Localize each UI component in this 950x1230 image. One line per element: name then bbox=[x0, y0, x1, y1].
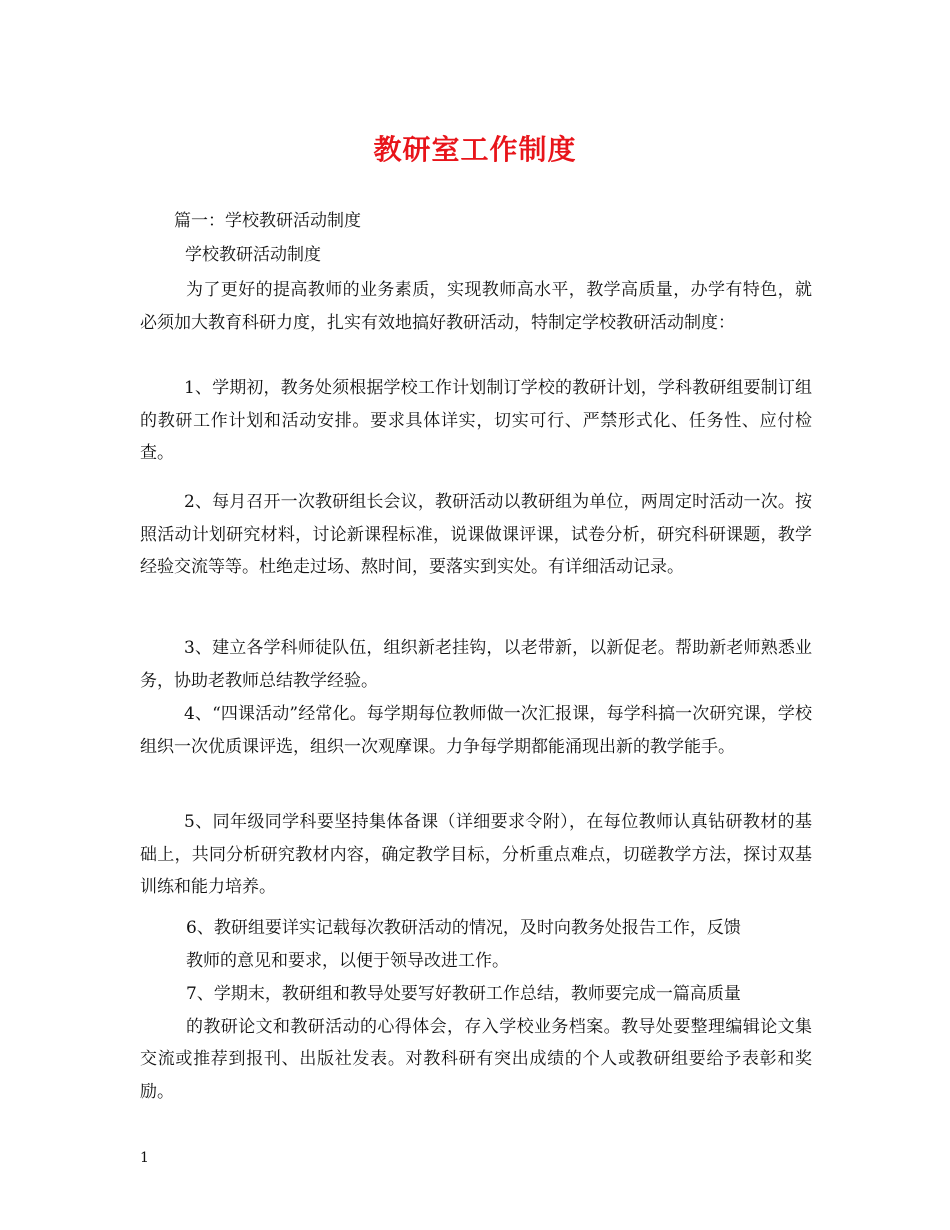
rules-list-2 bbox=[140, 486, 812, 584]
section-heading: 篇一：学校教研活动制度 bbox=[174, 211, 361, 231]
rules-list-6 bbox=[140, 912, 812, 977]
rule-item-5: 5、同年级同学科要坚持集体备课（详细要求令附），在每位教师认真钻研教材的基础上，共同分析研究教材内容，确定教学目标，分析重点难点，切磋教学方法，探讨双基训练和能力培养。 bbox=[140, 812, 812, 897]
rule-item-6-line2: 教师的意见和要求，以便于领导改进工作。 bbox=[186, 950, 509, 971]
document-title: 教研室工作制度 bbox=[373, 133, 577, 166]
rule-item-7-line1: 7、学期末，教研组和教导处要写好教研工作总结，教师要完成一篇高质量 bbox=[186, 984, 741, 1004]
rules-list-4 bbox=[140, 698, 812, 763]
rule-item-2: 2、每月召开一次教研组长会议，教研活动以教研组为单位，两周定时活动一次。按照活动计划研究材料，讨论新课程标准，说课做课评课，试卷分析，研究科研课题，教学经验交流等等。杜绝走过场、熬时间，要落实到实处。有详细活动记录。 bbox=[140, 492, 812, 577]
rule-item-6-line1: 6、教研组要详实记载每次教研活动的情况，及时向教务处报告工作，反馈 bbox=[186, 918, 741, 938]
intro-paragraph: 为了更好的提高教师的业务素质，实现教师高水平，教学高质量，办学有特色，就必须加大教育科研力度，扎实有效地搞好教研活动，特制定学校教研活动制度： bbox=[140, 280, 812, 333]
rules-list-5 bbox=[140, 806, 812, 904]
sub-heading: 学校教研活动制度 bbox=[185, 245, 321, 265]
rule-item-1: 1、学期初，教务处须根据学校工作计划制订学校的教研计划，学科教研组要制订组的教研工作计划和活动安排。要求具体详实，切实可行、严禁形式化、任务性、应付检查。 bbox=[140, 378, 812, 463]
rules-list-7 bbox=[140, 978, 812, 1108]
rules-list-3 bbox=[140, 632, 812, 697]
rule-item-3: 3、建立各学科师徒队伍，组织新老挂钩，以老带新，以新促老。帮助新老师熟悉业务，协助老教师总结教学经验。 bbox=[140, 638, 812, 691]
rule-item-7-rest: 的教研论文和教研活动的心得体会，存入学校业务档案。教导处要整理编辑论文集交流或推荐到报刊、出版社发表。对教科研有突出成绩的个人或教研组要给予表彰和奖励。 bbox=[140, 1016, 812, 1102]
rule-item-4: 4、“四课活动”经常化。每学期每位教师做一次汇报课，每学科搞一次研究课，学校组织一次优质课评选，组织一次观摩课。力争每学期都能涌现出新的教学能手。 bbox=[140, 704, 812, 757]
rules-list bbox=[140, 372, 812, 470]
page-number: 1 bbox=[140, 1150, 149, 1166]
document-body bbox=[140, 274, 812, 339]
